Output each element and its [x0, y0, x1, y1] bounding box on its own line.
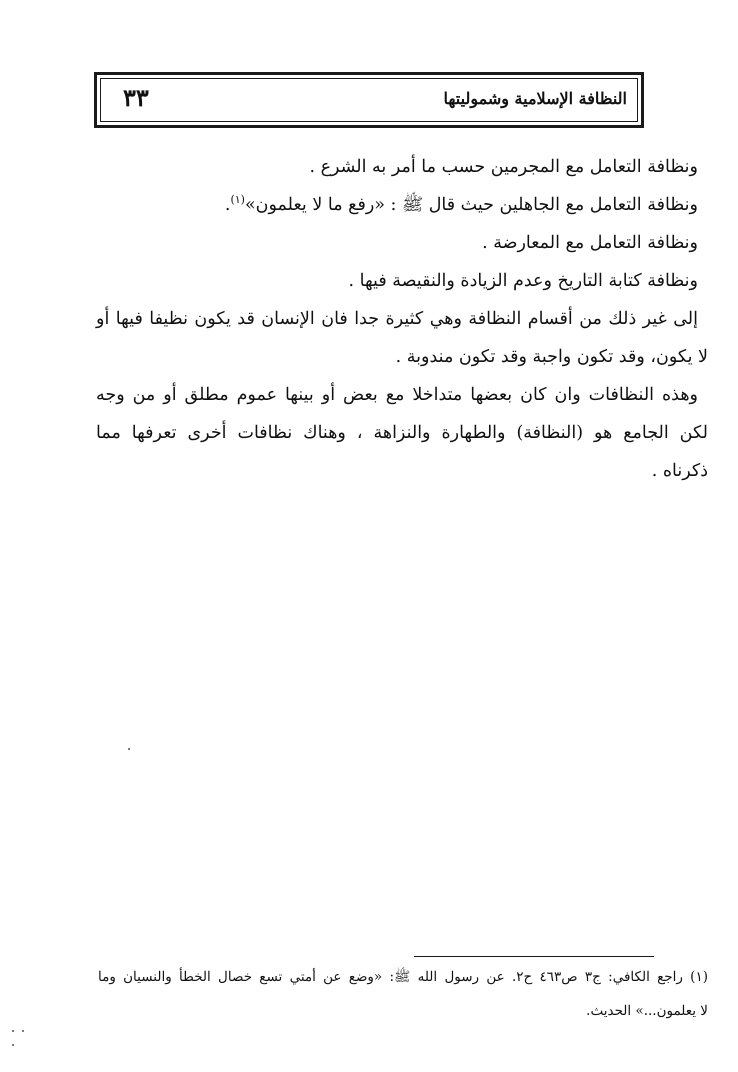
paragraph-line: ونظافة التعامل مع المجرمين حسب ما أمر به الشرع .: [309, 157, 698, 177]
paragraph-line: لكن الجامع هو (النظافة) والطهارة والنزاهة ، وهناك نظافات أخرى تعرفها مما: [96, 423, 708, 443]
scan-speck: [12, 1044, 14, 1046]
footnote: [98, 960, 708, 1028]
paragraph-line: وهذه النظافات وان كان بعضها متداخلا مع بعض أو بينها عموم مطلق أو من وجه: [96, 385, 698, 405]
footnote-line: (١) راجع الكافي: ج٣ ص٤٦٣ ح٢. عن رسول الله ﷺ: «وضع عن أمتي تسع خصال الخطأ والنسيان وما: [98, 969, 709, 985]
footnote-separator: [414, 956, 654, 957]
paragraph-line: لا يكون، وقد تكون واجبة وقد تكون مندوبة .: [395, 347, 708, 367]
paragraph-line: ونظافة كتابة التاريخ وعدم الزيادة والنقيصة فيها .: [348, 271, 698, 291]
footnote-reference[interactable]: (١): [230, 193, 245, 207]
page-number: ٣٣: [123, 83, 149, 112]
scan-speck: [22, 1030, 24, 1032]
paragraph-line: [96, 186, 708, 224]
paragraph-line: ونظافة التعامل مع المعارضة .: [482, 233, 698, 253]
running-title: النظافة الإسلامية وشموليتها: [443, 89, 627, 108]
page-header: [94, 72, 644, 128]
line-end-period: .: [224, 195, 231, 215]
scan-speck: [128, 748, 130, 750]
scan-speck: [12, 1030, 14, 1032]
footnote-line: لا يعلمون...» الحديث.: [586, 1003, 708, 1019]
paragraph-line-text: ونظافة التعامل مع الجاهلين حيث قال ﷺ : «رفع ما لا يعلمون»: [244, 195, 698, 215]
paragraph-line: ذكرناه .: [651, 461, 708, 481]
body-text: [96, 148, 708, 490]
paragraph-line: إلى غير ذلك من أقسام النظافة وهي كثيرة جدا فان الإنسان قد يكون نظيفا فيها أو: [96, 309, 698, 329]
